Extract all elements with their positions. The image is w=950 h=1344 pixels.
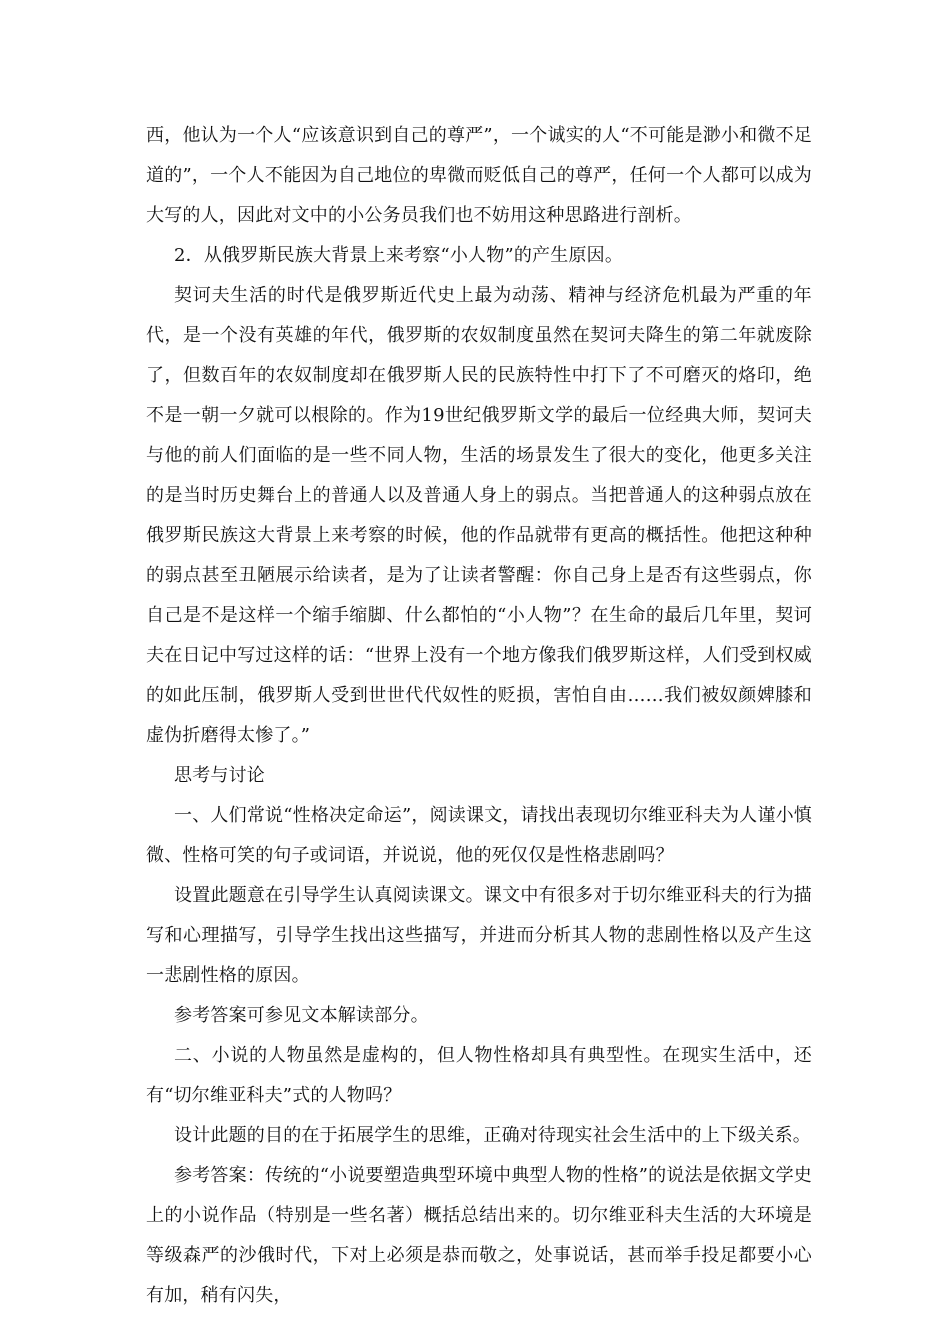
question-1-guidance: 设置此题意在引导学生认真阅读课文。课文中有很多对于切尔维亚科夫的行为描写和心理描写，引导学生找出这些描写，并进而分析其人物的悲剧性格以及产生这一悲剧性格的原因。: [146, 885, 812, 986]
question-1: 一、人们常说“性格决定命运”，阅读课文，请找出表现切尔维亚科夫为人谨小慎微、性格可笑的句子或词语，并说说，他的死仅仅是性格悲剧吗？: [146, 805, 812, 866]
question-2: 二、小说的人物虽然是虚构的，但人物性格却具有典型性。在现实生活中，还有“切尔维亚科夫”式的人物吗？: [146, 1045, 812, 1106]
section-heading-2: 2．从俄罗斯民族大背景上来考察“小人物”的产生原因。: [174, 245, 624, 266]
question-2-answer: 参考答案：传统的“小说要塑造典型环境中典型人物的性格”的说法是依据文学史上的小说作品（特别是一些名著）概括总结出来的。切尔维亚科夫生活的大环境是等级森严的沙俄时代，下对上必须是恭而敬之，处事说话，甚而举手投足都要小心有加，稍有闪失，: [146, 1165, 812, 1306]
section-heading-discussion: 思考与讨论: [174, 765, 265, 786]
document-page: [146, 116, 812, 1316]
paragraph-chekhov-era: 契诃夫生活的时代是俄罗斯近代史上最为动荡、精神与经济危机最为严重的年代，是一个没有英雄的年代，俄罗斯的农奴制度虽然在契诃夫降生的第二年就废除了，但数百年的农奴制度却在俄罗斯人民的民族特性中打下了不可磨灭的烙印，绝不是一朝一夕就可以根除的。作为19世纪俄罗斯文学的最后一位经典大师，契诃夫与他的前人们面临的是一些不同人物，生活的场景发生了很大的变化，他更多关注的是当时历史舞台上的普通人以及普通人身上的弱点。当把普通人的这种弱点放在俄罗斯民族这大背景上来考察的时候，他的作品就带有更高的概括性。他把这种种的弱点甚至丑陋展示给读者，是为了让读者警醒：你自己身上是否有这些弱点，你自己是不是这样一个缩手缩脚、什么都怕的“小人物”？在生命的最后几年里，契诃夫在日记中写过这样的话：“世界上没有一个地方像我们俄罗斯这样，人们受到权威的如此压制，俄罗斯人受到世世代代奴性的贬损，害怕自由……我们被奴颜婢膝和虚伪折磨得太惨了。”: [146, 285, 812, 746]
question-2-guidance: 设计此题的目的在于拓展学生的思维，正确对待现实社会生活中的上下级关系。: [174, 1125, 811, 1146]
question-1-answer-ref: 参考答案可参见文本解读部分。: [174, 1005, 429, 1026]
paragraph-continuation: 西，他认为一个人“应该意识到自己的尊严”，一个诚实的人“不可能是渺小和微不足道的”，一个人不能因为自己地位的卑微而贬低自己的尊严，任何一个人都可以成为大写的人，因此对文中的小公务员我们也不妨用这种思路进行剖析。: [146, 125, 812, 226]
